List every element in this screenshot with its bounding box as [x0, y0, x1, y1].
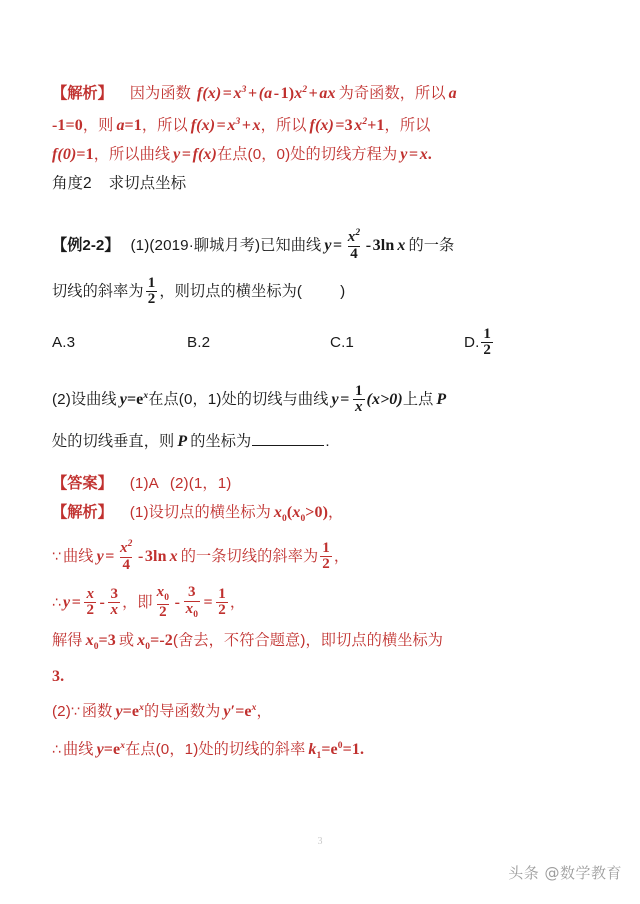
x0-symbol: x — [273, 504, 283, 522]
angle-label: 角度2 — [52, 175, 92, 193]
part2-mid-text: 在点(0，1)处的切线与曲线 — [148, 391, 329, 409]
exp-x2-sol6: x — [251, 703, 257, 714]
equals-4: = — [408, 146, 419, 164]
fx-symbol-2: f(x) — [190, 117, 216, 135]
option-a-key: A. — [52, 334, 67, 352]
equals-3x: =3 — [335, 117, 353, 135]
solution-line-6 — [52, 691, 592, 729]
x-den-sol3: x — [110, 602, 119, 619]
exponent-2b: 2 — [362, 117, 368, 128]
analysis-1-tail: 为奇函数，所以 — [338, 85, 446, 103]
equals-one-2: =1 — [76, 146, 94, 164]
x-symbol-3: x — [354, 117, 363, 135]
frac-numerator: x — [347, 229, 356, 246]
function-label: 函数 — [81, 703, 113, 721]
minus2-sol3: - — [174, 594, 181, 612]
half-denominator: 2 — [147, 291, 156, 308]
solve-lead: 解得 — [52, 632, 83, 650]
x-symbol-4: x — [419, 146, 428, 164]
exponent-x: x — [143, 391, 149, 402]
fraction-half-sol3 — [216, 587, 228, 619]
frac-den-sol: 4 — [122, 556, 131, 573]
tangent-slope-text: 在点(0，1)处的切线的斜率 — [125, 741, 306, 759]
equals-e-sol7: =e — [103, 741, 121, 759]
x-symbol: x — [233, 85, 242, 103]
x0-symbol-b: x — [292, 504, 301, 522]
option-d-fraction — [481, 327, 493, 359]
k-subscript: 1 — [316, 751, 322, 762]
x0-sol4: x — [85, 632, 94, 650]
example-label: 【例2-2】 — [52, 237, 120, 255]
equals2-sol3: = — [203, 594, 213, 612]
three-ln-sol: 3ln — [144, 548, 167, 566]
x0-den-sub-sol3: 0 — [193, 609, 199, 620]
abscissa-text: ，则切点的横坐标为( — [159, 283, 303, 301]
equals-e2-sol6: =e — [235, 703, 252, 721]
part2-lead: (2)设曲线 — [52, 391, 117, 409]
fraction-one-over-x — [353, 384, 365, 416]
exponent-zero: 0 — [337, 741, 343, 752]
one-numerator: 1 — [354, 382, 363, 399]
exponent-3: 3 — [241, 85, 247, 95]
example-question-text: (1)(2019·聊城月考)已知曲线 — [130, 237, 322, 255]
y-symbol: y — [173, 146, 181, 164]
exponent-2: 2 — [302, 85, 308, 95]
option-d-numerator: 1 — [483, 325, 491, 342]
because-symbol: ∵ — [52, 549, 62, 566]
plus-3: + — [241, 117, 252, 135]
option-c-key: C. — [330, 334, 346, 352]
analysis-label: 【解析】 — [52, 85, 113, 103]
equals-sol3: = — [71, 594, 81, 612]
equals-minus-two: =-2 — [150, 632, 173, 650]
plus-one: +1 — [367, 117, 385, 135]
equals-ex: = — [333, 237, 343, 255]
analysis-line-1 — [52, 76, 592, 108]
y-symbol-ex: y — [324, 237, 332, 255]
slope-text-sol: 的一条切线的斜率为 — [180, 548, 319, 566]
analysis-1-text: 因为函数 — [129, 85, 191, 103]
x0-subscript-b: 0 — [300, 514, 306, 525]
fraction-x2-over-4-sol — [118, 540, 134, 573]
therefore-symbol: ∴ — [52, 595, 62, 612]
derivative-text: 的导函数为 — [143, 703, 221, 721]
solution-line-1 — [52, 498, 592, 534]
frac-denominator: 4 — [350, 245, 358, 262]
a-symbol: a — [448, 85, 457, 103]
minus-sol3: - — [99, 594, 105, 612]
minus-sol2: - — [137, 548, 144, 566]
watermark: 头条 @数学教育 — [508, 864, 622, 882]
x-symbol-2: x — [294, 85, 303, 103]
example-line-1 — [52, 223, 592, 269]
section-heading — [52, 169, 592, 199]
option-d-denominator: 2 — [483, 342, 491, 359]
so-text-3: ，所以 — [384, 117, 431, 135]
comma-sol1: ， — [328, 504, 344, 522]
equals-zero: =0 — [65, 117, 83, 135]
greater-than-zero: >0) — [305, 504, 329, 522]
solution-lead: (1)设切点的横坐标为 — [129, 504, 271, 522]
paren-a: (a — [258, 85, 273, 103]
x-denominator: x — [354, 399, 363, 416]
comma-then: ，则 — [82, 117, 114, 135]
fraction-x-over-2 — [84, 587, 96, 619]
f-prime-x: f(x) — [309, 117, 334, 135]
so-text-2: ，所以 — [260, 117, 307, 135]
coordinates-text: 的坐标为 — [190, 433, 252, 451]
equals-sign: = — [222, 85, 233, 103]
equals-3: = — [181, 146, 192, 164]
reject-text: (舍去，不符合题意)，即切点的横坐标为 — [172, 632, 444, 650]
equals-p2: = — [340, 391, 350, 409]
frac-num-sol: x — [120, 540, 128, 557]
three-ln: 3ln — [372, 237, 395, 255]
y-prime-sol3: y — [63, 594, 71, 612]
x0-num-sol3: x — [156, 583, 165, 600]
minus-one: -1 — [52, 117, 66, 135]
half-den-sol3: 2 — [218, 602, 226, 619]
answer-blank[interactable] — [252, 434, 324, 446]
one-close-paren: 1) — [280, 85, 295, 103]
y-prime-sol6: y — [223, 703, 231, 721]
three-num-sol3: 3 — [110, 585, 119, 602]
comma-sol6: ， — [256, 703, 272, 721]
frac-num-exponent: 2 — [355, 228, 361, 239]
option-b-key: B. — [187, 334, 202, 352]
solution-line-5 — [52, 662, 592, 691]
half-numerator: 1 — [147, 274, 156, 291]
or-text: 或 — [118, 632, 135, 650]
equals-e-sol6: =e — [122, 703, 140, 721]
two-den-sol3: 2 — [86, 602, 95, 619]
fx-symbol-3: f(x) — [192, 146, 217, 164]
fraction-x0-over-2 — [155, 585, 171, 620]
half-num-sol: 1 — [322, 539, 330, 556]
half-den-sol: 2 — [322, 556, 330, 573]
option-b[interactable] — [187, 323, 330, 363]
option-c-value: 1 — [345, 334, 354, 352]
therefore-symbol-2: ∴ — [52, 742, 62, 759]
x-term: x — [252, 117, 261, 135]
fraction-x2-over-4 — [346, 229, 362, 262]
frac-num-exp-sol: 2 — [127, 539, 133, 550]
equals-sol2: = — [105, 548, 115, 566]
period-sol7: . — [359, 741, 365, 759]
analysis-line-2 — [52, 108, 592, 140]
minus-ex: - — [365, 237, 372, 255]
tangent-point-text: 在点(0，0)处的切线方程为 — [216, 146, 398, 164]
y-sol7: y — [96, 741, 104, 759]
x0-den-sol3: x — [185, 600, 194, 617]
plus-sign-2: + — [308, 85, 318, 103]
close-paren: ) — [340, 283, 346, 301]
example-part2-line-1 — [52, 373, 592, 423]
a-symbol-2: a — [116, 117, 125, 135]
minus-sign: - — [273, 85, 280, 103]
curve-text: ，所以曲线 — [93, 146, 171, 164]
part2-marker: (2) — [52, 703, 71, 721]
equals-e: =e — [126, 391, 144, 409]
x-in-ln: x — [397, 237, 406, 255]
equals-e0: =e — [321, 741, 338, 759]
x0-sub-sol4: 0 — [93, 642, 99, 653]
y-symbol-p2b: y — [331, 391, 339, 409]
answer-part1: (1)A — [129, 475, 159, 493]
half-num-sol3: 1 — [218, 585, 226, 602]
option-c[interactable] — [330, 323, 464, 363]
fraction-half-sol — [320, 541, 332, 573]
solution-line-3 — [52, 580, 592, 626]
f-prime-zero: f(0) — [52, 146, 77, 164]
solution-line-2 — [52, 534, 592, 580]
x-num-sol3: x — [86, 585, 95, 602]
option-a[interactable] — [52, 323, 187, 363]
example-line1-tail: 的一条 — [408, 237, 455, 255]
two-den2-sol3: 2 — [159, 603, 167, 620]
exp-x-sol7: x — [120, 741, 126, 752]
option-b-value: 2 — [201, 334, 211, 352]
comma-that-is: ，即 — [122, 594, 153, 612]
prime-mark: ′ — [230, 703, 236, 721]
example-part2-line-2 — [52, 423, 592, 461]
k-symbol: k — [308, 741, 317, 759]
page-number: 3 — [317, 836, 323, 847]
x-positive-condition: (x>0) — [366, 391, 403, 409]
equals-2: = — [216, 117, 226, 135]
equals-three-sol4: =3 — [98, 632, 116, 650]
analysis-label-2: 【解析】 — [52, 504, 113, 522]
because-symbol-2: ∵ — [70, 704, 80, 721]
open-paren-cond: ( — [286, 504, 293, 522]
period-p2: . — [325, 433, 330, 451]
option-d-key: D. — [464, 334, 480, 352]
example-line-2 — [52, 269, 592, 315]
point-P-2: P — [177, 433, 188, 451]
y-symbol-p2: y — [119, 391, 127, 409]
y-sol2: y — [96, 548, 104, 566]
answer-label: 【答案】 — [52, 475, 113, 493]
point-P: P — [436, 391, 447, 409]
solution-line-4 — [52, 626, 592, 662]
comma2-sol3: ， — [229, 594, 246, 612]
plus-sign: + — [247, 85, 258, 103]
exp-x-sol6: x — [139, 703, 144, 714]
result-value: 3. — [52, 668, 65, 686]
solution-line-7 — [52, 729, 592, 773]
curve-label-sol7: 曲线 — [63, 741, 94, 759]
x-ln-sol: x — [169, 548, 178, 566]
three-num2-sol3: 3 — [188, 583, 196, 600]
perpendicular-text: 处的切线垂直，则 — [52, 433, 175, 451]
fraction-3-over-x — [108, 587, 120, 619]
answer-part2: (2)(1，1) — [169, 475, 232, 493]
equals-one: =1 — [124, 117, 142, 135]
x0-subscript: 0 — [282, 514, 287, 525]
x0b-sub-sol4: 0 — [145, 642, 151, 653]
section-title: 求切点坐标 — [108, 175, 187, 193]
option-d[interactable] — [464, 325, 495, 359]
period-1: . — [427, 146, 432, 164]
exponent-3b: 3 — [235, 117, 241, 128]
x0-num-sub-sol3: 0 — [164, 592, 170, 603]
fx-symbol: f(x) — [196, 85, 222, 103]
x0b-sol4: x — [137, 632, 146, 650]
answer-line — [52, 469, 592, 498]
fraction-one-half — [146, 276, 158, 308]
ax-term: ax — [319, 85, 336, 103]
slope-text: 切线的斜率为 — [52, 283, 144, 301]
document-content — [52, 76, 592, 773]
x-cubed-base: x — [227, 117, 236, 135]
y-symbol-2: y — [400, 146, 408, 164]
options-row — [52, 323, 592, 363]
equals-one-sol7: =1 — [342, 741, 360, 759]
comma-sol2: ， — [333, 548, 350, 566]
curve-label-sol: 曲线 — [63, 548, 94, 566]
part2-tail: 上点 — [402, 391, 434, 409]
y-sol6: y — [115, 703, 123, 721]
so-text: ，所以 — [141, 117, 188, 135]
option-a-value: 3 — [66, 334, 76, 352]
analysis-line-3 — [52, 140, 592, 169]
fraction-3-over-x0 — [184, 585, 200, 620]
